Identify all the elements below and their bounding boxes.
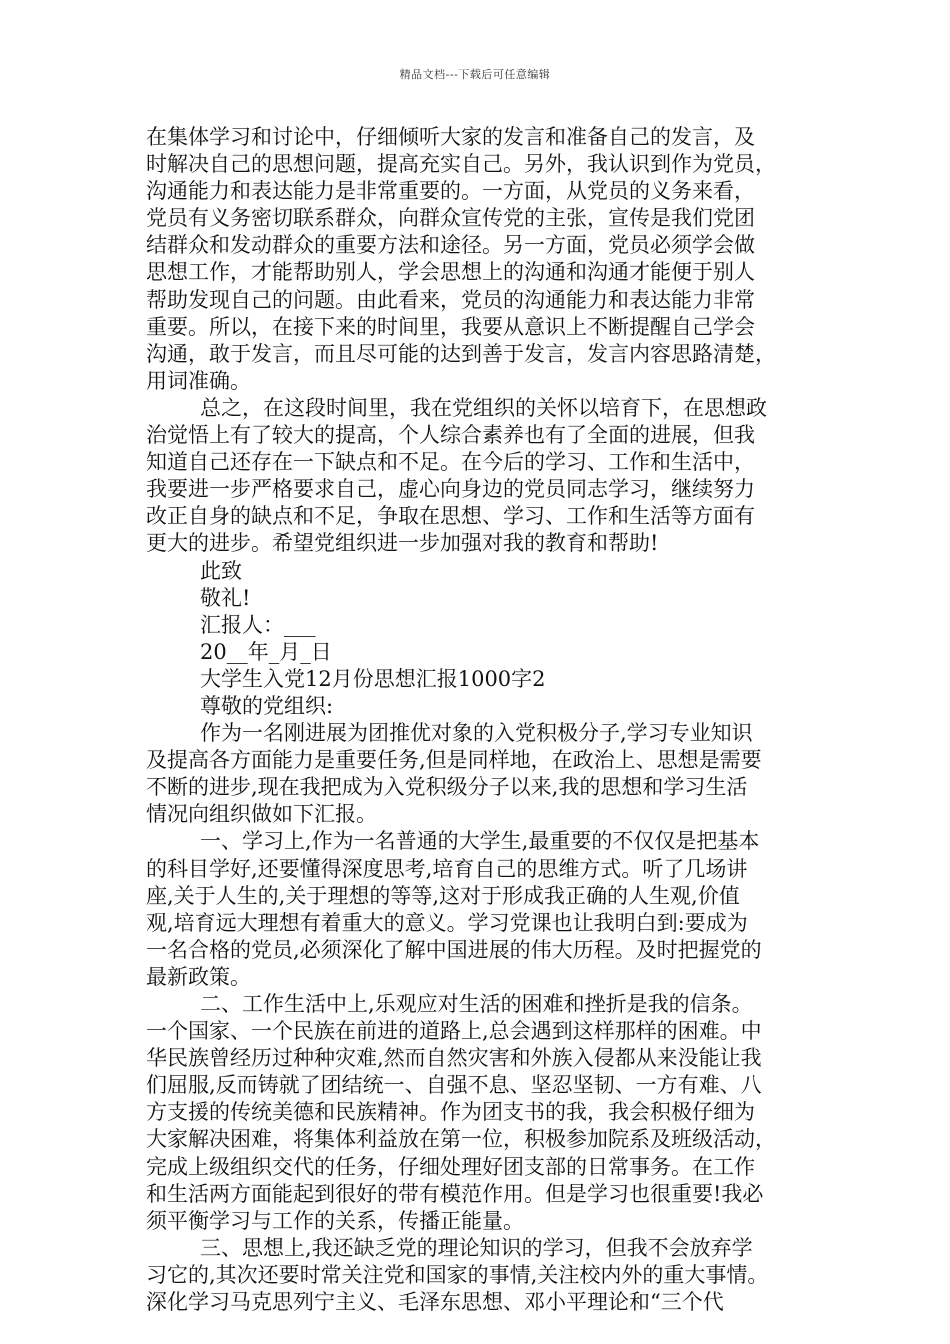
text-line: 改正自身的缺点和不足，争取在思想、学习、工作和生活等方面有 (146, 504, 755, 529)
text-line: 一个国家、一个民族在前进的道路上,总会遇到这样那样的困难。中 (146, 1019, 762, 1044)
text-line: 思想工作，才能帮助别人，学会思想上的沟通和沟通才能便于别人 (146, 260, 755, 285)
text-line: 观,培育远大理想有着重大的意义。学习党课也让我明白到:要成为 (146, 910, 748, 935)
text-line: 二、工作生活中上,乐观应对生活的困难和挫折是我的信条。 (200, 992, 753, 1016)
text-line: 情况向组织做如下汇报。 (146, 802, 377, 827)
page-header: 精品文档---下载后可任意编辑 (399, 68, 551, 81)
text-line: 尊敬的党组织: (200, 693, 334, 718)
text-line: 一、学习上,作为一名普通的大学生,最重要的不仅仅是把基本 (200, 829, 760, 854)
text-line: 的科目学好,还要懂得深度思考,培育自己的思维方式。听了几场讲 (146, 856, 748, 881)
text-line: 在集体学习和讨论中，仔细倾听大家的发言和准备自己的发言，及 (146, 125, 755, 149)
text-line: 不断的进步,现在我把成为入党积级分子以来,我的思想和学习生活 (146, 775, 748, 800)
text-line: 大家解决困难，将集体利益放在第一位，积极参加院系及班级活动， (146, 1127, 776, 1152)
text-line: 时解决自己的思想问题，提高充实自己。另外，我认识到作为党员， (146, 152, 776, 177)
text-line: 知道自己还存在一下缺点和不足。在今后的学习、工作和生活中， (146, 450, 755, 475)
text-line: 结群众和发动群众的重要方法和途径。另一方面，党员必须学会做 (146, 233, 755, 258)
text-line: 华民族曾经历过种种灾难,然而自然灾害和外族入侵都从来没能让我 (146, 1046, 762, 1071)
text-line: 最新政策。 (146, 964, 251, 989)
text-line: 总之，在这段时间里，我在党组织的关怀以培育下，在思想政 (200, 395, 767, 420)
text-line: 及提高各方面能力是重要任务,但是同样地，在政治上、思想是需要 (146, 748, 762, 773)
text-line: 我要进一步严格要求自己，虚心向身边的党员同志学习，继续努力 (146, 477, 755, 502)
text-line: 此致 (200, 558, 242, 583)
text-line: 用词准确。 (146, 368, 251, 393)
text-line: 们屈服,反而铸就了团结统一、自强不息、坚忍坚韧、一方有难、八 (146, 1073, 762, 1098)
text-line: 重要。所以，在接下来的时间里，我要从意识上不断提醒自己学会 (146, 314, 755, 339)
text-line: 党员有义务密切联系群众，向群众宣传党的主张，宣传是我们党团 (146, 206, 755, 231)
text-line: 方支援的传统美德和民族精神。作为团支书的我，我会积极仔细为 (146, 1100, 755, 1125)
text-line: 深化学习马克思列宁主义、毛泽东思想、邓小平理论和“三个代 (146, 1290, 724, 1315)
text-line: 作为一名刚进展为团推优对象的入党积极分子,学习专业知识 (200, 721, 753, 746)
text-line: 沟通能力和表达能力是非常重要的。一方面，从党员的义务来看， (146, 179, 755, 204)
text-line: 须平衡学习与工作的关系，传播正能量。 (146, 1208, 524, 1233)
text-line: 20__年_月_日 (200, 639, 332, 664)
text-line: 更大的进步。希望党组织进一步加强对我的教育和帮助! (146, 531, 659, 556)
text-line: 三、思想上,我还缺乏党的理论知识的学习，但我不会放弃学 (200, 1235, 753, 1260)
text-line: 敬礼! (200, 585, 251, 610)
text-line: 沟通，敢于发言，而且尽可能的达到善于发言，发言内容思路清楚， (146, 341, 776, 366)
text-line: 座,关于人生的,关于理想的等等,这对于形成我正确的人生观,价值 (146, 883, 740, 908)
text-line: 大学生入党12月份思想汇报1000字2 (200, 666, 546, 691)
text-line: 汇报人：___ (200, 612, 316, 637)
text-line: 治觉悟上有了较大的提高，个人综合素养也有了全面的进展，但我 (146, 423, 755, 448)
text-line: 帮助发现自己的问题。由此看来，党员的沟通能力和表达能力非常 (146, 287, 755, 312)
document-body (146, 124, 806, 1316)
text-line: 习它的,其次还要时常关注党和国家的事情,关注校内外的重大事情。 (146, 1262, 769, 1287)
text-line: 完成上级组织交代的任务，仔细处理好团支部的日常事务。在工作 (146, 1154, 755, 1179)
text-line: 和生活两方面能起到很好的带有模范作用。但是学习也很重要!我必 (146, 1181, 764, 1206)
text-line: 一名合格的党员,必须深化了解中国进展的伟大历程。及时把握党的 (146, 937, 762, 962)
